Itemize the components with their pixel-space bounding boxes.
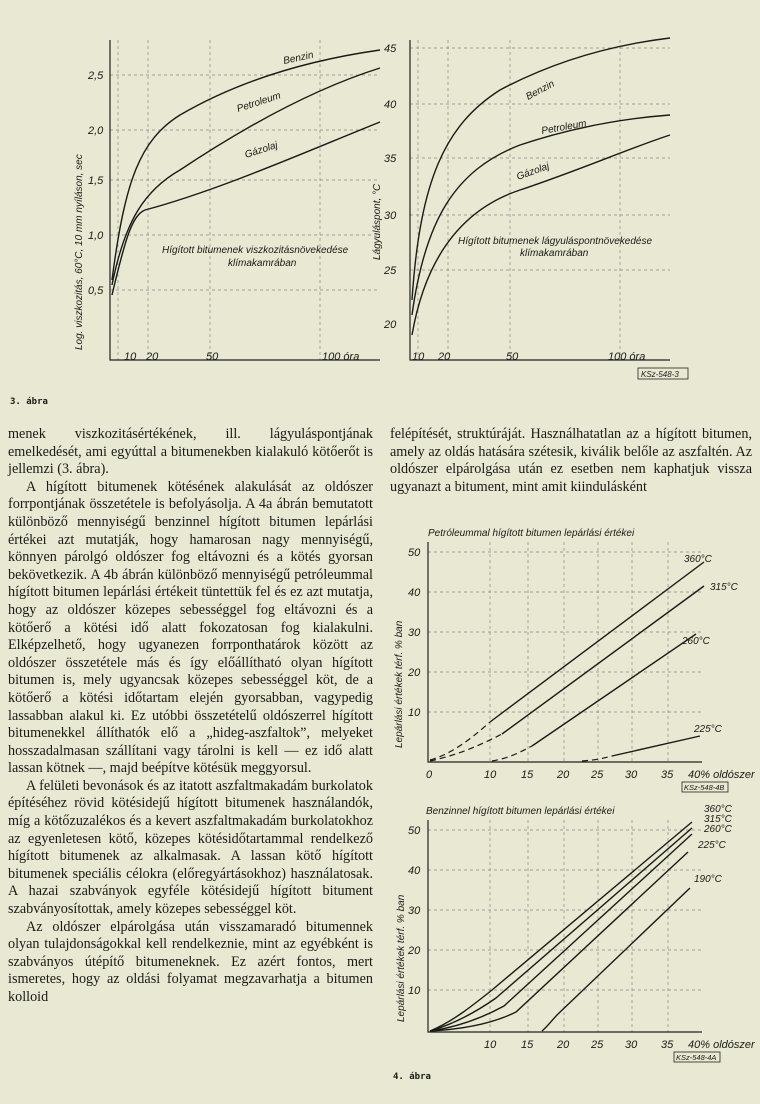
origin-tick: 0 [426, 769, 433, 781]
y-tick: 30 [408, 905, 421, 917]
curve-315-extrapolated [430, 734, 502, 761]
chart-note: klímakamrában [520, 248, 589, 259]
y-tick: 50 [408, 547, 421, 559]
curve-label-gazolaj: Gázolaj [515, 160, 551, 183]
curve-315 [430, 828, 692, 1031]
x-tick: 20 [557, 769, 570, 781]
stamp-label: KSz-548-3 [641, 370, 679, 379]
curve-label-315: 315°C [704, 814, 732, 825]
y-tick: 40 [408, 865, 421, 877]
curve-label-360: 360°C [704, 804, 732, 815]
y-tick: 35 [384, 153, 397, 165]
x-tick: 10 [484, 769, 497, 781]
curve-label-190: 190°C [694, 874, 722, 885]
y-tick: 2,5 [88, 70, 104, 82]
figure3-viscosity-chart [70, 30, 390, 380]
x-tick: 15 [521, 769, 534, 781]
x-tick: 30 [625, 1039, 638, 1051]
x-tick: 20 [557, 1039, 570, 1051]
y-tick: 0,5 [88, 285, 104, 297]
chart-note: Hígított bitumenek viszkozitásnövekedése [162, 245, 349, 256]
curve-260 [532, 634, 696, 746]
curve-360-extrapolated [430, 722, 490, 760]
paragraph: A felületi bevonások és az itatott aszfaltmakadám burkolatok építéséhez rövid kötésidejű hígított bitumenek használandók, míg a kötőzuzalékos és a kevert aszfaltmakadám burkolatokhoz az egyenletesen kötő, közepes kötésidőtartammal rendelkező hígított bitumenek az alkalmasak. A lassan kötő hígított bitumenek speciális célokra (előregyártásokhoz) használatosak. A hazai szabványok egyféle kötésidejű hígított bitument szabványosítottak, amely közepes sebességgel köt. [8, 777, 373, 918]
paragraph: felépítését, struktúráját. Használhatatlan az a hígított bitumen, amely az oldás hatására szétesik, kiválik belőle az aszfaltén. Az oldószer elpárolgása után ez esetben nem kaphatjuk vissza ugyanazt a bitument, mint amit kiindulásként [390, 426, 752, 495]
curve-label-260: 260°C [682, 636, 710, 647]
curve-label-benzin: Benzin [524, 78, 557, 103]
grid [428, 820, 702, 1032]
x-tick: 50 [506, 351, 519, 363]
x-tick: 50 [206, 351, 219, 363]
curve-260-extrapolated [492, 746, 532, 761]
stamp-label: KSz-548-4B [684, 783, 725, 792]
curve-label-gazolaj: Gázolaj [243, 139, 280, 161]
curve-225-extrapolated [582, 756, 612, 761]
x-tick: 40% oldószer [688, 1039, 755, 1051]
chart-note: klímakamrában [228, 258, 297, 269]
axes [428, 820, 702, 1032]
curve-label-260: 260°C [704, 824, 732, 835]
y-tick: 2,0 [88, 125, 104, 137]
chart-title: Petróleummal hígított bitumen lepárlási értékei [428, 528, 635, 539]
axes [428, 542, 702, 762]
y-tick: 10 [408, 707, 421, 719]
figure3-caption: 3. ábra [10, 397, 48, 407]
figure3-softening-chart [370, 30, 690, 380]
paragraph: A hígított bitumenek kötésének alakulását az oldószer forrpontjának összetétele is befolyásolja. A 4a ábrán bemutatott különböző mennyiségű benzinnel hígított bitumen lepárlási értékei azt mutatják, hogy hamarosan nagy mennyiségű, könnyen párolgó oldószer fog eltávozni és a kötés gyorsan bekövetkezik. A 4b ábrán különböző mennyiségű petróleummal hígított bitumen lepárlási értékeit tüntettük fel és ez azt mutatja, hogy az oldószer közepes sebességgel fog eltávozni és a kötőerő a kötési idő alatt fokozatosan fog kialakulni. Elképzelhető, hogy ugyanezen forrponthatárok között az oldószer összetétele más és így előállítható olyan hígított bitumen is, mely ugyancsak közepes sebességgel köt, de a kötőerő a kötési időtartam elején gyorsabban, vagypedig lassabban alakul ki. Ez utóbbi összetételű oldószerrel hígított bitumenekkel állíthatók elő a „hideg-aszfaltok”, melyeket hosszadalmasan szállítani vagy tárolni is kell — ez idő alatt lassan kötnek —, majd beépítve kötésük meggyorsul. [8, 478, 373, 777]
curve-petroleum [412, 115, 670, 315]
x-tick: 35 [661, 769, 674, 781]
x-tick: 10 [412, 351, 425, 363]
y-tick: 10 [408, 985, 421, 997]
curve-label-315: 315°C [710, 582, 738, 593]
curve-label-petroleum: Petroleum [540, 118, 588, 137]
axes [110, 40, 380, 360]
curve-label-benzin: Benzin [282, 49, 315, 67]
y-tick: 20 [384, 319, 397, 331]
paragraph: menek viszkozitásértékének, ill. lágyuláspontjának emelkedését, ami egyúttal a bitumenekben kialakuló kötőerőt is jellemzi (3. ábra). [8, 426, 373, 478]
y-axis-label: Lágyuláspont, °C [372, 183, 383, 260]
grid [428, 542, 702, 762]
curve-225 [430, 852, 688, 1031]
y-axis-label: Lepárlási értékek térf. % ban [396, 894, 407, 1022]
x-tick: 25 [591, 769, 604, 781]
text-column-right [390, 426, 752, 496]
y-tick: 20 [408, 945, 421, 957]
x-tick: 15 [521, 1039, 534, 1051]
x-tick: 10 [124, 351, 137, 363]
curve-225 [612, 736, 700, 756]
chart-note: Hígított bitumenek lágyuláspontnövekedése [458, 236, 653, 247]
x-tick: 25 [591, 1039, 604, 1051]
curve-label-225: 225°C [694, 724, 722, 735]
chart-title: Benzinnel hígított bitumen lepárlási értékei [426, 806, 615, 817]
curve-label-360: 360°C [684, 554, 712, 565]
y-tick: 1,0 [88, 230, 104, 242]
x-tick: 100 óra [608, 351, 646, 363]
x-tick: 35 [661, 1039, 674, 1051]
x-tick: 20 [146, 351, 159, 363]
curve-360 [430, 822, 692, 1031]
x-tick: 40% oldószer [688, 769, 755, 781]
curve-label-petroleum: Petroleum [235, 90, 283, 115]
y-tick: 30 [384, 210, 397, 222]
text-column-left [8, 426, 373, 1007]
y-tick: 40 [384, 99, 397, 111]
figure4b-chart [392, 800, 755, 1070]
figure4a-chart [392, 522, 755, 802]
y-tick: 1,5 [88, 175, 104, 187]
y-tick: 50 [408, 825, 421, 837]
y-tick: 30 [408, 627, 421, 639]
y-tick: 45 [384, 43, 397, 55]
stamp-label: KSz-548-4A [676, 1053, 717, 1062]
figure4-caption: 4. ábra [393, 1072, 431, 1082]
curve-gazolaj [112, 122, 380, 295]
y-axis-label: Lepárlási értékek térf. % ban [394, 620, 405, 748]
y-axis-label: Log. viszkozitás, 60°C, 10 mm nyíláson, sec [74, 154, 85, 350]
y-tick: 25 [384, 265, 397, 277]
y-tick: 20 [408, 667, 421, 679]
x-tick: 30 [625, 769, 638, 781]
x-tick: 20 [438, 351, 451, 363]
curve-label-225: 225°C [698, 840, 726, 851]
curve-360 [490, 562, 704, 722]
paragraph: Az oldószer elpárolgása után visszamaradó bitumennek olyan tulajdonságokkal kell rendelkeznie, mint az egyébként is szabványos útépítő bitumeneknek. Ez azért fontos, mert ismeretes, hogy az oldási folyamat megzavarhatja a bitumen kolloid [8, 918, 373, 1005]
grid [110, 40, 380, 360]
x-tick: 10 [484, 1039, 497, 1051]
x-tick: 100 óra [322, 351, 360, 363]
y-tick: 40 [408, 587, 421, 599]
